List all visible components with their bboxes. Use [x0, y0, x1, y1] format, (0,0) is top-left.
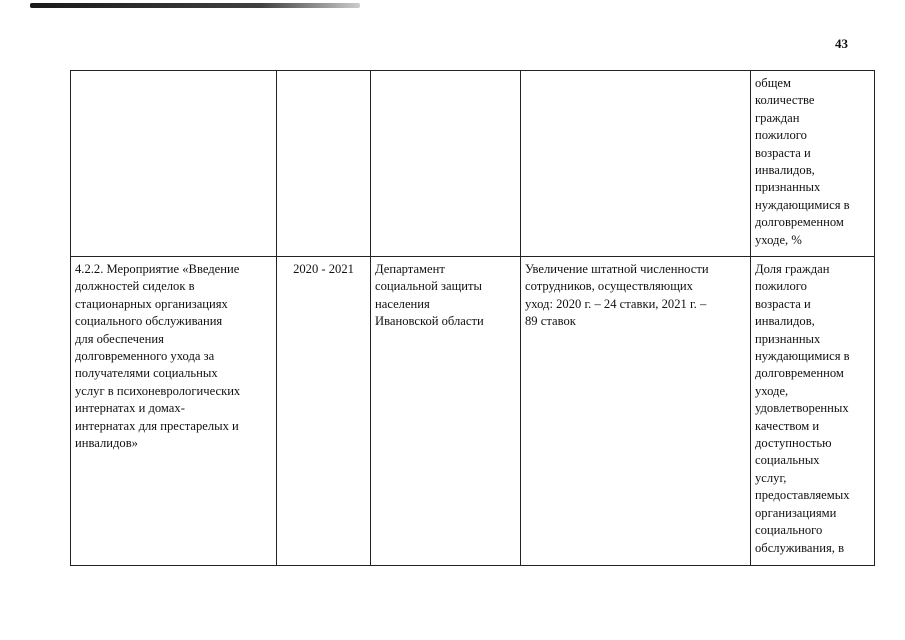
table-cell-empty [71, 71, 277, 257]
indicator-cell: Доля граждан пожилого возраста и инвалидов, признанных нуждающимися в долговременном уходе, удовлетворенных качеством и доступностью социальных услуг, предоставляемых организациями социального обслуживания, в [751, 257, 875, 566]
period-cell: 2020 - 2021 [277, 257, 371, 566]
responsible-executor-cell: Департамент социальной защиты населения Ивановской области [371, 257, 521, 566]
table-cell-empty [371, 71, 521, 257]
table-cell-empty [277, 71, 371, 257]
measures-table [70, 70, 875, 566]
expected-result-cell: Увеличение штатной численности сотрудников, осуществляющих уход: 2020 г. – 24 ставки, 2021 г. – 89 ставок [521, 257, 751, 566]
table-row [71, 257, 875, 566]
measure-name-cell: 4.2.2. Мероприятие «Введение должностей сиделок в стационарных организациях социального обслуживания для обеспечения долговременного ухода за получателями социальных услуг в психоневрологических интернатах и домах- интернатах для престарелых и инвалидов» [71, 257, 277, 566]
page-number: 43 [835, 36, 848, 51]
scan-artifact-bar [30, 3, 360, 8]
table-row [71, 71, 875, 257]
indicator-cell-continued: общем количестве граждан пожилого возраста и инвалидов, признанных нуждающимися в долговременном уходе, % [751, 71, 875, 257]
table-cell-empty [521, 71, 751, 257]
